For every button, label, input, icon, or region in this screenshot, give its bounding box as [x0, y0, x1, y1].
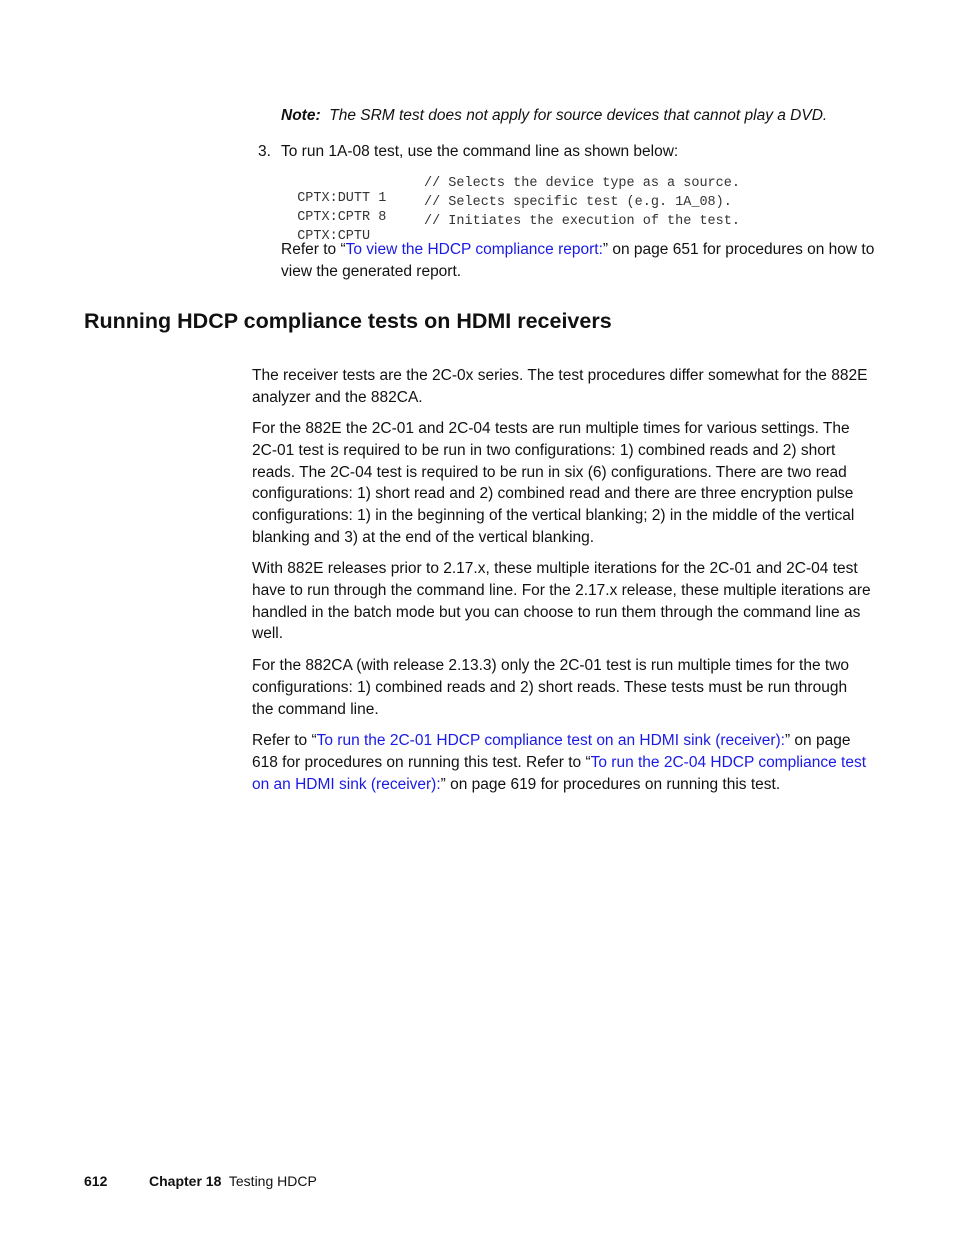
paragraph-line: configurations: 1) in the beginning of the vertical blanking; 2) in the middle of the vertical — [252, 507, 855, 525]
note-label: Note: — [281, 107, 321, 124]
chapter-label: Chapter 18 — [149, 1173, 222, 1189]
paragraph-line: reads. The 2C-04 test is required to be run in six (6) configurations. There are two read — [252, 463, 847, 481]
paragraph-line: 2C-01 test is required to be run in two configurations: 1) combined reads and 2) short — [252, 441, 836, 459]
run-2c04-link-cont[interactable]: on an HDMI sink (receiver): — [252, 775, 441, 793]
paragraph-line: configurations: 1) short read and 2) combined read and there are three encryption pulse — [252, 485, 854, 503]
body-paragraph — [252, 558, 892, 645]
step-number: 3. — [258, 143, 271, 160]
body-paragraph — [252, 655, 892, 720]
page-number: 612 — [84, 1173, 108, 1189]
paragraph-line: have to run through the command line. For the 2.17.x release, these multiple iterations are — [252, 581, 871, 599]
refer-text: ” on page 619 for procedures on running this test. — [440, 775, 781, 793]
code-comment: // Initiates the execution of the test. — [424, 214, 740, 229]
section-heading: Running HDCP compliance tests on HDMI receivers — [84, 309, 612, 333]
body-paragraph — [252, 365, 892, 409]
code-comment: // Selects specific test (e.g. 1A_08). — [424, 195, 732, 210]
step-text: To run 1A-08 test, use the command line as shown below: — [281, 143, 679, 160]
note — [281, 107, 827, 125]
refer-report-paragraph — [281, 239, 881, 283]
paragraph-line: The receiver tests are the 2C-0x series. The test procedures differ somewhat for the 882E — [252, 367, 868, 384]
refer-text: ” on page — [784, 732, 851, 749]
footer-chapter — [149, 1173, 317, 1189]
refer-text: view the generated report. — [281, 262, 462, 280]
code-command: CPTX:DUTT 1 — [297, 191, 387, 206]
code-command: CPTX:CPTU — [297, 229, 371, 244]
paragraph-line: blanking and 3) at the end of the vertical blanking. — [252, 528, 595, 546]
refer-text: 618 for procedures on running this test. Refer to “ — [252, 753, 591, 771]
run-2c04-link[interactable]: To run the 2C-04 HDCP compliance test — [590, 753, 867, 771]
paragraph-line: analyzer and the 882CA. — [252, 388, 423, 406]
note-text: The SRM test does not apply for source devices that cannot play a DVD. — [329, 107, 828, 124]
paragraph-line: With 882E releases prior to 2.17.x, these multiple iterations for the 2C-01 and 2C-04 test — [252, 560, 858, 577]
body-paragraph — [252, 418, 892, 549]
run-2c01-link[interactable]: To run the 2C-01 HDCP compliance test on an HDMI sink (receiver): — [316, 732, 785, 749]
refer-tests-paragraph — [252, 730, 892, 795]
paragraph-line: For the 882E the 2C-01 and 2C-04 tests are run multiple times for various settings. The — [252, 420, 850, 437]
paragraph-line: well. — [252, 625, 284, 643]
code-comment: // Selects the device type as a source. — [424, 176, 740, 191]
refer-text: Refer to “ — [252, 732, 317, 749]
paragraph-line: configurations: 1) combined reads and 2) short reads. These tests must be run through — [252, 678, 848, 696]
view-report-link[interactable]: To view the HDCP compliance report: — [345, 241, 603, 258]
chapter-title: Testing HDCP — [228, 1173, 317, 1189]
refer-text: Refer to “ — [281, 241, 346, 258]
paragraph-line: handled in the batch mode but you can choose to run them through the command line as — [252, 603, 861, 621]
paragraph-line: For the 882CA (with release 2.13.3) only the 2C-01 test is run multiple times for the two — [252, 657, 850, 674]
refer-text: ” on page 651 for procedures on how to — [602, 241, 875, 258]
step-3 — [258, 143, 679, 161]
paragraph-line: the command line. — [252, 700, 379, 718]
code-command: CPTX:CPTR 8 — [297, 210, 387, 225]
